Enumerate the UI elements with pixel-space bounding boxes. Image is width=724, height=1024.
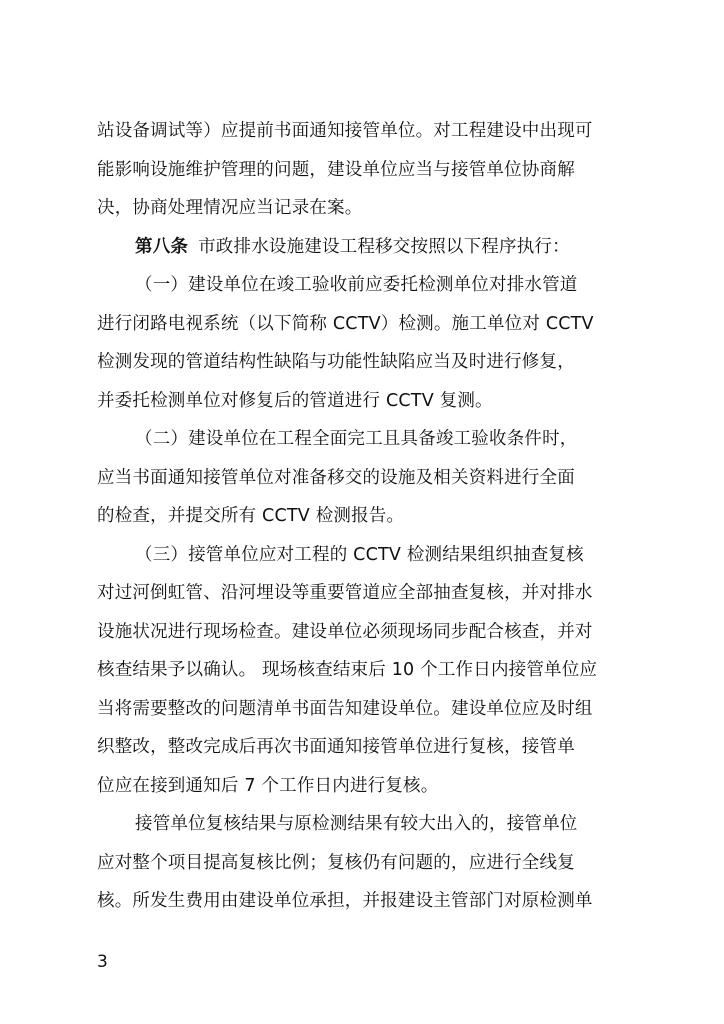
text-line: 的检查，并提交所有 CCTV 检测报告。 xyxy=(97,506,405,526)
page-number: 3 xyxy=(97,952,108,972)
text-line: 进行闭路电视系统（以下简称 CCTV）检测。施工单位对 CCTV xyxy=(97,313,594,334)
text-line: 位应在接到通知后 7 个工作日内进行复核。 xyxy=(97,775,439,796)
text-line: 核查结果予以确认。 现场核查结束后 10 个工作日内接管单位应 xyxy=(97,660,598,680)
text-line: 站设备调试等）应提前书面通知接管单位。对工程建设中出现可 xyxy=(97,121,593,141)
text-line: 织整改，整改完成后再次书面通知接管单位进行复核，接管单 xyxy=(97,737,575,757)
text-line: 并委托检测单位对修复后的管道进行 CCTV 复测。 xyxy=(97,390,493,411)
text-line: 应对整个项目提高复核比例；复核仍有问题的，应进行全线复 xyxy=(97,852,575,873)
text-line: （三）接管单位应对工程的 CCTV 检测结果组织抽查复核 xyxy=(135,544,584,565)
text-line: 决，协商处理情况应当记录在案。 xyxy=(97,198,363,218)
text-line: （二）建设单位在工程全面完工且具备竣工验收条件时， xyxy=(135,429,578,449)
text-line: 设施状况进行现场检查。建设单位必须现场同步配合核查，并对 xyxy=(97,621,593,642)
text-line: 当将需要整改的问题清单书面告知建设单位。建设单位应及时组 xyxy=(97,698,593,719)
article-heading-line xyxy=(97,228,633,267)
text-line: 应当书面通知接管单位对准备移交的设施及相关资料进行全面 xyxy=(97,467,575,488)
text-line: （一）建设单位在竣工验收前应委托检测单位对排水管道 xyxy=(135,275,578,295)
text-line: 核。所发生费用由建设单位承担，并报建设主管部门对原检测单 xyxy=(97,891,593,911)
article-label: 第八条 xyxy=(135,236,189,257)
article-text: 市政排水设施建设工程移交按照以下程序执行： xyxy=(198,236,570,257)
text-line: 检测发现的管道结构性缺陷与功能性缺陷应当及时进行修复， xyxy=(97,352,575,372)
text-line: 对过河倒虹管、沿河埋设等重要管道应全部抽查复核，并对排水 xyxy=(97,583,593,603)
body-text xyxy=(97,112,633,921)
text-line: 接管单位复核结果与原检测结果有较大出入的，接管单位 xyxy=(135,814,578,834)
text-line: 能影响设施维护管理的问题，建设单位应当与接管单位协商解 xyxy=(97,159,575,180)
